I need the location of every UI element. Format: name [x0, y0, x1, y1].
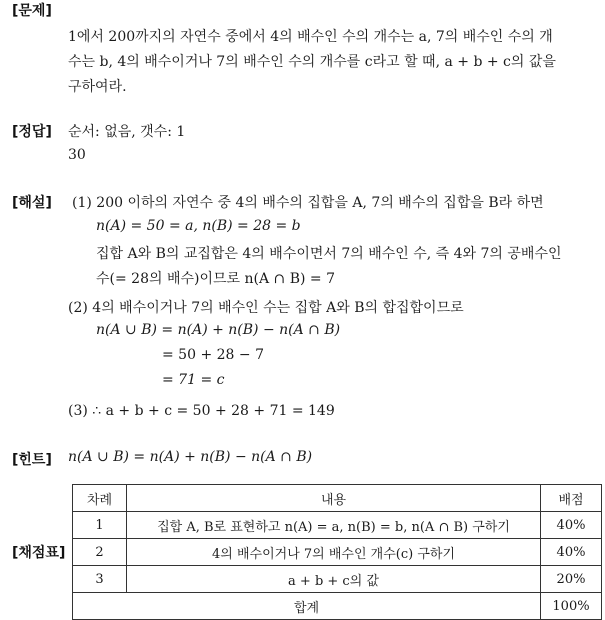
solution-line-8: = 71 = c	[162, 372, 225, 388]
solution-line-9: (3) ∴ a + b + c = 50 + 28 + 71 = 149	[68, 403, 335, 419]
row-no: 2	[73, 539, 127, 566]
problem-label: [문제]	[12, 3, 52, 19]
header-points: 배점	[541, 485, 602, 512]
answer-value: 30	[68, 147, 86, 163]
total-points: 100%	[541, 593, 602, 620]
solution-line-3: 집합 A와 B의 교집합은 4의 배수이면서 7의 배수인 수, 즉 4와 7의 공배수인	[96, 246, 562, 262]
row-content: a + b + c의 값	[127, 566, 541, 593]
solution-line-6: n(A ∪ B) = n(A) + n(B) − n(A ∩ B)	[96, 322, 341, 338]
answer-order-count: 순서: 없음, 갯수: 1	[68, 124, 186, 140]
scoring-table	[72, 484, 602, 620]
row-points: 40%	[541, 539, 602, 566]
solution-line-1: (1) 200 이하의 자연수 중 4의 배수의 집합을 A, 7의 배수의 집합을 B라 하면	[72, 195, 544, 211]
total-row	[73, 593, 602, 620]
table-row	[73, 539, 602, 566]
solution-label: [해설]	[12, 195, 52, 211]
scoring-header-row	[73, 485, 602, 512]
row-content: 4의 배수이거나 7의 배수인 개수(c) 구하기	[127, 539, 541, 566]
problem-line-3: 구하여라.	[68, 79, 127, 95]
header-content: 내용	[127, 485, 541, 512]
problem-line-1: 1에서 200까지의 자연수 중에서 4의 배수인 수의 개수는 a, 7의 배수인 수의 개	[68, 29, 553, 45]
row-no: 1	[73, 512, 127, 539]
solution-line-5: (2) 4의 배수이거나 7의 배수인 수는 집합 A와 B의 합집합이므로	[68, 300, 464, 316]
solution-line-7: = 50 + 28 − 7	[162, 347, 264, 363]
solution-line-2: n(A) = 50 = a, n(B) = 28 = b	[96, 218, 301, 234]
table-row	[73, 566, 602, 593]
row-no: 3	[73, 566, 127, 593]
row-content: 집합 A, B로 표현하고 n(A) = a, n(B) = b, n(A ∩ B) 구하기	[127, 512, 541, 539]
table-row	[73, 512, 602, 539]
row-points: 40%	[541, 512, 602, 539]
scoring-label: [채점표]	[12, 545, 66, 561]
header-no: 차례	[73, 485, 127, 512]
solution-line-4: 수(= 28의 배수)이므로 n(A ∩ B) = 7	[96, 271, 335, 287]
hint-label: [힌트]	[12, 452, 52, 468]
row-points: 20%	[541, 566, 602, 593]
answer-label: [정답]	[12, 124, 52, 140]
hint-formula: n(A ∪ B) = n(A) + n(B) − n(A ∩ B)	[68, 449, 313, 465]
problem-line-2: 수는 b, 4의 배수이거나 7의 배수인 수의 개수를 c라고 할 때, a + b + c의 값을	[68, 54, 556, 70]
total-label: 합계	[73, 593, 541, 620]
